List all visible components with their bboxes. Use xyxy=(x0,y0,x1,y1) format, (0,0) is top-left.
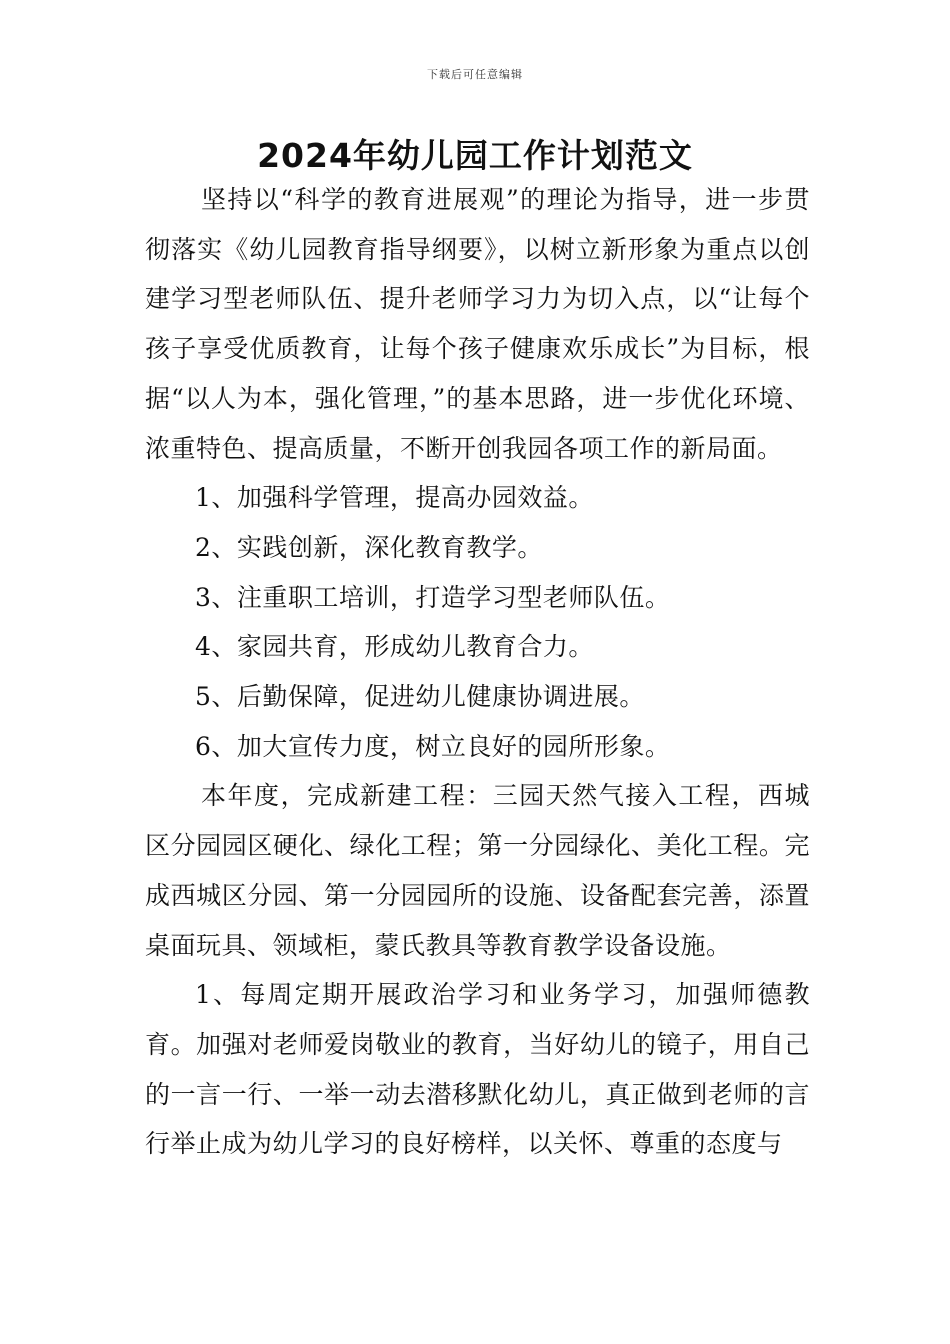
goal-item: 4、家园共育，形成幼儿教育合力。 xyxy=(195,632,594,662)
intro-paragraph: 坚持以“科学的教育进展观”的理论为指导，进一步贯彻落实《幼儿园教育指导纲要》，以树立新形象为重点以创建学习型老师队伍、提升老师学习力为切入点，以“让每个孩子享受优质教育，让每个孩子健康欢乐成长”为目标，根据“以人为本，强化管理，”的基本思路，进一步优化环境、浓重特色、提高质量，不断开创我园各项工作的新局面。 xyxy=(145,185,810,463)
document-body xyxy=(145,175,810,1169)
header-note: 下载后可任意编辑 xyxy=(427,68,523,81)
document-title: 2024年幼儿园工作计划范文 xyxy=(257,136,693,175)
goal-item: 6、加大宣传力度，树立良好的园所形象。 xyxy=(195,731,671,761)
goal-item: 1、加强科学管理，提高办园效益。 xyxy=(195,483,594,513)
goal-item: 5、后勤保障，促进幼儿健康协调进展。 xyxy=(195,682,645,712)
detail-paragraph: 1、每周定期开展政治学习和业务学习，加强师德教育。加强对老师爱岗敬业的教育，当好幼儿的镜子，用自己的一言一行、一举一动去潜移默化幼儿，真正做到老师的言行举止成为幼儿学习的良好榜样，以关怀、尊重的态度与 xyxy=(145,980,810,1159)
construction-paragraph: 本年度，完成新建工程：三园天然气接入工程，西城区分园园区硬化、绿化工程；第一分园绿化、美化工程。完成西城区分园、第一分园园所的设施、设备配套完善，添置桌面玩具、领域柜，蒙氏教具等教育教学设备设施。 xyxy=(145,781,810,960)
goals-list xyxy=(145,473,810,771)
goal-item: 3、注重职工培训，打造学习型老师队伍。 xyxy=(195,582,671,612)
goal-item: 2、实践创新，深化教育教学。 xyxy=(195,532,543,562)
